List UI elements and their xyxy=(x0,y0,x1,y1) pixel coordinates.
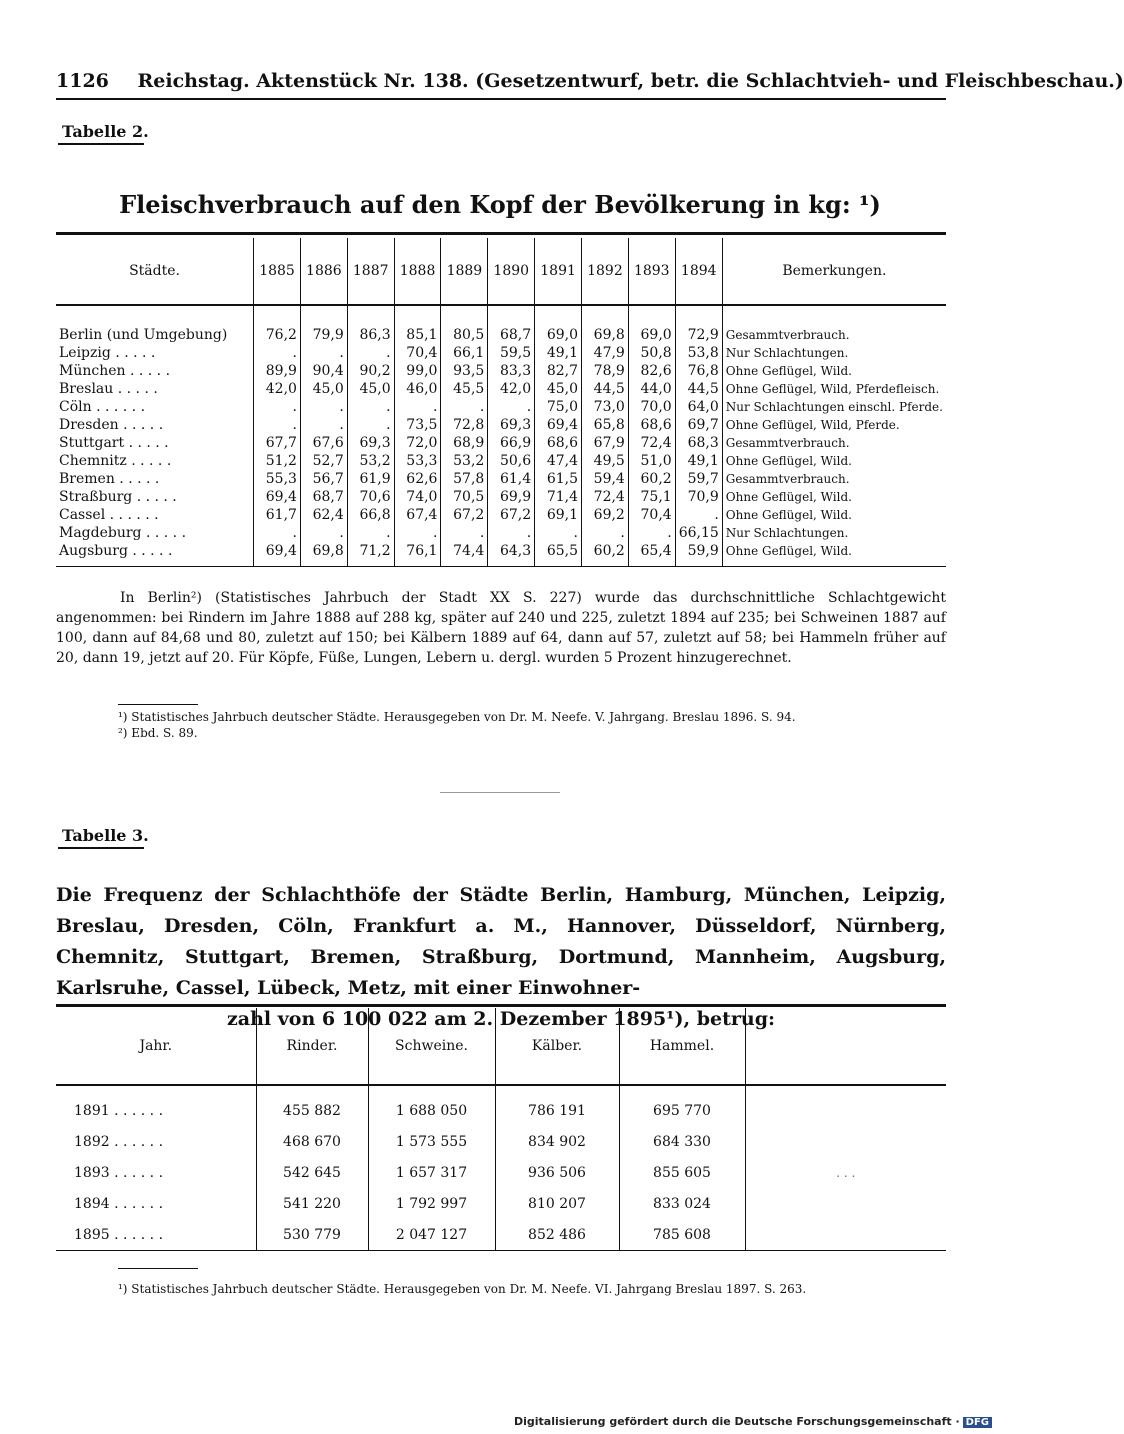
value-cell: 67,9 xyxy=(582,434,629,452)
table3-header-kaelber: Kälber. xyxy=(495,1008,619,1085)
footnote-rule xyxy=(118,704,198,705)
city-cell: Berlin (und Umgebung) xyxy=(59,327,228,343)
value-cell: 44,5 xyxy=(582,380,629,398)
table3-title-last: zahl von 6 100 022 am 2. Dezember 1895¹), betrug: xyxy=(227,1008,775,1030)
extra-cell xyxy=(745,1188,946,1219)
table2-header-city: Städte. xyxy=(129,263,180,279)
value-cell: 60,2 xyxy=(582,542,629,567)
table3-footnote: ¹) Statistisches Jahrbuch deutscher Städte. Herausgegeben von Dr. M. Neefe. VI. Jahrgang Breslau 1897. S. 263. xyxy=(118,1282,807,1296)
hammel-cell: 855 605 xyxy=(619,1157,745,1188)
value-cell: 68,3 xyxy=(675,434,722,452)
value-cell: 44,5 xyxy=(675,380,722,398)
table2-row xyxy=(56,398,946,416)
value-cell: 64,3 xyxy=(488,542,535,567)
table2-header-year: 1893 xyxy=(628,238,675,305)
table3-label-underline xyxy=(58,847,144,849)
value-cell: . xyxy=(441,524,488,542)
city-cell: Magdeburg . . . . . xyxy=(59,525,187,541)
table3-row xyxy=(56,1157,946,1188)
value-cell: 99,0 xyxy=(394,362,441,380)
value-cell: 73,0 xyxy=(582,398,629,416)
remark-cell: Ohne Geflügel, Wild. xyxy=(722,452,946,470)
value-cell: 50,8 xyxy=(628,344,675,362)
year-cell: 1892 . . . . . . xyxy=(74,1133,164,1150)
year-cell: 1891 . . . . . . xyxy=(74,1102,164,1119)
value-cell: 62,4 xyxy=(300,506,347,524)
extra-cell xyxy=(745,1085,946,1126)
table2-row xyxy=(56,542,946,567)
remark-cell: Ohne Geflügel, Wild. xyxy=(722,506,946,524)
table2-header-year: 1891 xyxy=(535,238,582,305)
value-cell: 42,0 xyxy=(488,380,535,398)
table2-label-underline xyxy=(58,143,144,145)
kaelber-cell: 810 207 xyxy=(495,1188,619,1219)
value-cell: 71,4 xyxy=(535,488,582,506)
table2-header-year: 1890 xyxy=(488,238,535,305)
value-cell: 65,8 xyxy=(582,416,629,434)
value-cell: 57,8 xyxy=(441,470,488,488)
table2-header-row xyxy=(56,238,946,305)
rinder-cell: 541 220 xyxy=(256,1188,368,1219)
value-cell: 68,6 xyxy=(535,434,582,452)
value-cell: . xyxy=(254,524,301,542)
year-cell: 1895 . . . . . . xyxy=(74,1226,164,1243)
value-cell: 80,5 xyxy=(441,305,488,344)
table2-header-year: 1887 xyxy=(347,238,394,305)
value-cell: 47,4 xyxy=(535,452,582,470)
table3-header-hammel: Hammel. xyxy=(619,1008,745,1085)
value-cell: 69,9 xyxy=(488,488,535,506)
value-cell: 67,4 xyxy=(394,506,441,524)
remark-cell: Nur Schlachtungen. xyxy=(722,524,946,542)
value-cell: 59,5 xyxy=(488,344,535,362)
remark-cell: Gesammtverbrauch. xyxy=(722,434,946,452)
value-cell: 64,0 xyxy=(675,398,722,416)
value-cell: 46,0 xyxy=(394,380,441,398)
value-cell: . xyxy=(347,398,394,416)
value-cell: 70,5 xyxy=(441,488,488,506)
city-cell: Breslau . . . . . xyxy=(59,381,158,397)
year-cell: 1893 . . . . . . xyxy=(74,1164,164,1181)
value-cell: 76,8 xyxy=(675,362,722,380)
value-cell: 72,8 xyxy=(441,416,488,434)
value-cell: . xyxy=(300,398,347,416)
value-cell: 62,6 xyxy=(394,470,441,488)
hammel-cell: 684 330 xyxy=(619,1126,745,1157)
value-cell: . xyxy=(254,344,301,362)
value-cell: 69,0 xyxy=(628,305,675,344)
table3-row xyxy=(56,1126,946,1157)
value-cell: 42,0 xyxy=(254,380,301,398)
city-cell: Augsburg . . . . . xyxy=(59,543,173,559)
value-cell: 79,9 xyxy=(300,305,347,344)
table2-header-year: 1892 xyxy=(582,238,629,305)
table2-header-remarks: Bemerkungen. xyxy=(722,238,946,305)
value-cell: 72,0 xyxy=(394,434,441,452)
table3-body xyxy=(56,1085,946,1251)
table2-footnote-2: ²) Ebd. S. 89. xyxy=(118,726,198,740)
value-cell: 59,4 xyxy=(582,470,629,488)
value-cell: 44,0 xyxy=(628,380,675,398)
berlin-note-paragraph xyxy=(56,588,946,668)
value-cell: 85,1 xyxy=(394,305,441,344)
value-cell: . xyxy=(488,398,535,416)
rinder-cell: 468 670 xyxy=(256,1126,368,1157)
value-cell: 53,3 xyxy=(394,452,441,470)
table2-header-year: 1885 xyxy=(254,238,301,305)
table3-row xyxy=(56,1085,946,1126)
value-cell: 82,7 xyxy=(535,362,582,380)
hammel-cell: 785 608 xyxy=(619,1219,745,1251)
table2-footnote-1: ¹) Statistisches Jahrbuch deutscher Städte. Herausgegeben von Dr. M. Neefe. V. Jahrgang. Breslau 1896. S. 94. xyxy=(118,710,796,724)
value-cell: 76,2 xyxy=(254,305,301,344)
table2-row xyxy=(56,362,946,380)
value-cell: 61,5 xyxy=(535,470,582,488)
value-cell: 51,0 xyxy=(628,452,675,470)
value-cell: 61,9 xyxy=(347,470,394,488)
value-cell: 45,0 xyxy=(347,380,394,398)
table3-footnote-rule xyxy=(118,1268,198,1269)
value-cell: 82,6 xyxy=(628,362,675,380)
city-cell: Stuttgart . . . . . xyxy=(59,435,169,451)
schweine-cell: 2 047 127 xyxy=(368,1219,495,1251)
hammel-cell: 695 770 xyxy=(619,1085,745,1126)
value-cell: 47,9 xyxy=(582,344,629,362)
value-cell: 69,8 xyxy=(300,542,347,567)
value-cell: . xyxy=(488,524,535,542)
value-cell: . xyxy=(394,398,441,416)
remark-cell: Gesammtverbrauch. xyxy=(722,305,946,344)
value-cell: 69,2 xyxy=(582,506,629,524)
value-cell: 51,2 xyxy=(254,452,301,470)
value-cell: 78,9 xyxy=(582,362,629,380)
rinder-cell: 455 882 xyxy=(256,1085,368,1126)
dfg-credit-text: Digitalisierung gefördert durch die Deutsche Forschungsgemeinschaft · xyxy=(513,1415,960,1428)
value-cell: . xyxy=(347,524,394,542)
value-cell: 67,6 xyxy=(300,434,347,452)
value-cell: 69,3 xyxy=(488,416,535,434)
value-cell: 70,0 xyxy=(628,398,675,416)
value-cell: . xyxy=(300,344,347,362)
value-cell: 66,9 xyxy=(488,434,535,452)
value-cell: 90,4 xyxy=(300,362,347,380)
value-cell: 90,2 xyxy=(347,362,394,380)
value-cell: . xyxy=(582,524,629,542)
value-cell: 66,15 xyxy=(675,524,722,542)
value-cell: 50,6 xyxy=(488,452,535,470)
table2-row xyxy=(56,506,946,524)
table3-row xyxy=(56,1188,946,1219)
kaelber-cell: 936 506 xyxy=(495,1157,619,1188)
value-cell: 67,7 xyxy=(254,434,301,452)
page-header xyxy=(56,70,1124,92)
value-cell: . xyxy=(347,416,394,434)
table2-row xyxy=(56,416,946,434)
value-cell: 52,7 xyxy=(300,452,347,470)
value-cell: 55,3 xyxy=(254,470,301,488)
table2-header-year: 1888 xyxy=(394,238,441,305)
value-cell: 69,1 xyxy=(535,506,582,524)
table2-row xyxy=(56,305,946,344)
value-cell: 72,9 xyxy=(675,305,722,344)
table3-title-main: Die Frequenz der Schlachthöfe der Städte Berlin, Hamburg, München, Leipzig, Breslau, Dresden, Cöln, Frankfurt a. M., Hannover, Düsseldorf, Nürnberg, Chemnitz, Stuttgart, Bremen, Straßburg, Dortmund, Mannheim, Augsburg, Karlsruhe, Cassel, Lübeck, Metz, mit einer Einwohner- xyxy=(56,884,946,999)
value-cell: 68,7 xyxy=(300,488,347,506)
remark-cell: Nur Schlachtungen einschl. Pferde. xyxy=(722,398,946,416)
rinder-cell: 542 645 xyxy=(256,1157,368,1188)
hammel-cell: 833 024 xyxy=(619,1188,745,1219)
value-cell: 68,9 xyxy=(441,434,488,452)
value-cell: 45,0 xyxy=(535,380,582,398)
table2-row xyxy=(56,434,946,452)
table2-header-year: 1886 xyxy=(300,238,347,305)
city-cell: Dresden . . . . . xyxy=(59,417,164,433)
value-cell: 89,9 xyxy=(254,362,301,380)
remark-cell: Gesammtverbrauch. xyxy=(722,470,946,488)
extra-cell xyxy=(745,1219,946,1251)
value-cell: 53,8 xyxy=(675,344,722,362)
value-cell: . xyxy=(394,524,441,542)
value-cell: 60,2 xyxy=(628,470,675,488)
value-cell: 69,0 xyxy=(535,305,582,344)
header-title: Reichstag. Aktenstück Nr. 138. (Gesetzentwurf, betr. die Schlachtvieh- und Fleischbeschau.) xyxy=(137,70,1124,92)
value-cell: 69,4 xyxy=(254,488,301,506)
table3-header-empty xyxy=(745,1008,946,1085)
city-cell: Bremen . . . . . xyxy=(59,471,160,487)
table3-header-year: Jahr. xyxy=(139,1038,173,1054)
value-cell: 69,4 xyxy=(254,542,301,567)
value-cell: 71,2 xyxy=(347,542,394,567)
value-cell: 70,4 xyxy=(628,506,675,524)
table2 xyxy=(56,238,946,567)
value-cell: . xyxy=(628,524,675,542)
value-cell: 83,3 xyxy=(488,362,535,380)
table2-row xyxy=(56,380,946,398)
value-cell: 69,3 xyxy=(347,434,394,452)
value-cell: 67,2 xyxy=(441,506,488,524)
value-cell: 59,9 xyxy=(675,542,722,567)
table3-label: Tabelle 3. xyxy=(62,826,149,845)
value-cell: 70,6 xyxy=(347,488,394,506)
table2-body xyxy=(56,305,946,567)
value-cell: 74,4 xyxy=(441,542,488,567)
value-cell: 61,7 xyxy=(254,506,301,524)
value-cell: . xyxy=(675,506,722,524)
value-cell: 53,2 xyxy=(347,452,394,470)
value-cell: . xyxy=(347,344,394,362)
value-cell: 45,0 xyxy=(300,380,347,398)
value-cell: 59,7 xyxy=(675,470,722,488)
remark-cell: Ohne Geflügel, Wild. xyxy=(722,488,946,506)
value-cell: 45,5 xyxy=(441,380,488,398)
table3-header-row xyxy=(56,1008,946,1085)
berlin-note-text: In Berlin²) (Statistisches Jahrbuch der Stadt XX S. 227) wurde das durchschnittliche Schlachtgewicht angenommen: bei Rindern im Jahre 1888 auf 288 kg, später auf 240 und 225, zuletzt 1894 auf 235; bei Schweinen 1887 auf 100, dann auf 84,68 und 80, zuletzt auf 150; bei Kälbern 1889 auf 64, dann auf 57, zuletzt auf 58; bei Hammeln früher auf 20, dann 19, jetzt auf 20. Für Köpfe, Füße, Lungen, Lebern u. dergl. wurden 5 Prozent hinzugerechnet. xyxy=(56,590,946,666)
value-cell: 86,3 xyxy=(347,305,394,344)
dfg-credit xyxy=(514,1415,992,1428)
rinder-cell: 530 779 xyxy=(256,1219,368,1251)
city-cell: Leipzig . . . . . xyxy=(59,345,156,361)
year-cell: 1894 . . . . . . xyxy=(74,1195,164,1212)
value-cell: . xyxy=(254,398,301,416)
remark-cell: Ohne Geflügel, Wild. xyxy=(722,542,946,567)
value-cell: 75,0 xyxy=(535,398,582,416)
kaelber-cell: 852 486 xyxy=(495,1219,619,1251)
remark-cell: Ohne Geflügel, Wild, Pferdefleisch. xyxy=(722,380,946,398)
value-cell: 69,8 xyxy=(582,305,629,344)
value-cell: 65,4 xyxy=(628,542,675,567)
table2-row xyxy=(56,488,946,506)
value-cell: 74,0 xyxy=(394,488,441,506)
header-rule xyxy=(56,98,946,100)
table3 xyxy=(56,1008,946,1251)
schweine-cell: 1 573 555 xyxy=(368,1126,495,1157)
extra-marks: . . . xyxy=(836,1165,856,1180)
table2-header-year: 1889 xyxy=(441,238,488,305)
table2-row xyxy=(56,344,946,362)
value-cell: 53,2 xyxy=(441,452,488,470)
value-cell: 73,5 xyxy=(394,416,441,434)
value-cell: 75,1 xyxy=(628,488,675,506)
value-cell: 70,9 xyxy=(675,488,722,506)
city-cell: München . . . . . xyxy=(59,363,171,379)
value-cell: . xyxy=(300,524,347,542)
value-cell: 65,5 xyxy=(535,542,582,567)
value-cell: 49,1 xyxy=(675,452,722,470)
table2-row xyxy=(56,524,946,542)
city-cell: Cöln . . . . . . xyxy=(59,399,146,415)
section-divider xyxy=(440,792,560,793)
value-cell: 66,1 xyxy=(441,344,488,362)
value-cell: 68,6 xyxy=(628,416,675,434)
value-cell: . xyxy=(254,416,301,434)
schweine-cell: 1 657 317 xyxy=(368,1157,495,1188)
value-cell: 93,5 xyxy=(441,362,488,380)
schweine-cell: 1 792 997 xyxy=(368,1188,495,1219)
value-cell: . xyxy=(535,524,582,542)
value-cell: 69,4 xyxy=(535,416,582,434)
value-cell: 61,4 xyxy=(488,470,535,488)
table3-row xyxy=(56,1219,946,1251)
kaelber-cell: 834 902 xyxy=(495,1126,619,1157)
value-cell: . xyxy=(441,398,488,416)
value-cell: 49,1 xyxy=(535,344,582,362)
table3-header-rinder: Rinder. xyxy=(256,1008,368,1085)
page-number: 1126 xyxy=(56,70,109,92)
value-cell: 56,7 xyxy=(300,470,347,488)
table2-row xyxy=(56,470,946,488)
value-cell: 66,8 xyxy=(347,506,394,524)
city-cell: Straßburg . . . . . xyxy=(59,489,177,505)
table3-top-rule xyxy=(56,1004,946,1007)
value-cell: 72,4 xyxy=(628,434,675,452)
value-cell: 70,4 xyxy=(394,344,441,362)
table2-title: Fleischverbrauch auf den Kopf der Bevölkerung in kg: ¹) xyxy=(119,190,881,219)
value-cell: . xyxy=(300,416,347,434)
schweine-cell: 1 688 050 xyxy=(368,1085,495,1126)
table2-header-year: 1894 xyxy=(675,238,722,305)
kaelber-cell: 786 191 xyxy=(495,1085,619,1126)
extra-cell xyxy=(745,1126,946,1157)
remark-cell: Ohne Geflügel, Wild. xyxy=(722,362,946,380)
value-cell: 72,4 xyxy=(582,488,629,506)
value-cell: 49,5 xyxy=(582,452,629,470)
table2-top-rule xyxy=(56,232,946,235)
table2-row xyxy=(56,452,946,470)
value-cell: 67,2 xyxy=(488,506,535,524)
table2-label: Tabelle 2. xyxy=(62,122,149,141)
dfg-logo: DFG xyxy=(963,1417,992,1428)
value-cell: 69,7 xyxy=(675,416,722,434)
value-cell: 68,7 xyxy=(488,305,535,344)
city-cell: Cassel . . . . . . xyxy=(59,507,159,523)
extra-cell xyxy=(745,1157,946,1188)
table3-header-schweine: Schweine. xyxy=(368,1008,495,1085)
remark-cell: Nur Schlachtungen. xyxy=(722,344,946,362)
city-cell: Chemnitz . . . . . xyxy=(59,453,172,469)
value-cell: 76,1 xyxy=(394,542,441,567)
remark-cell: Ohne Geflügel, Wild, Pferde. xyxy=(722,416,946,434)
